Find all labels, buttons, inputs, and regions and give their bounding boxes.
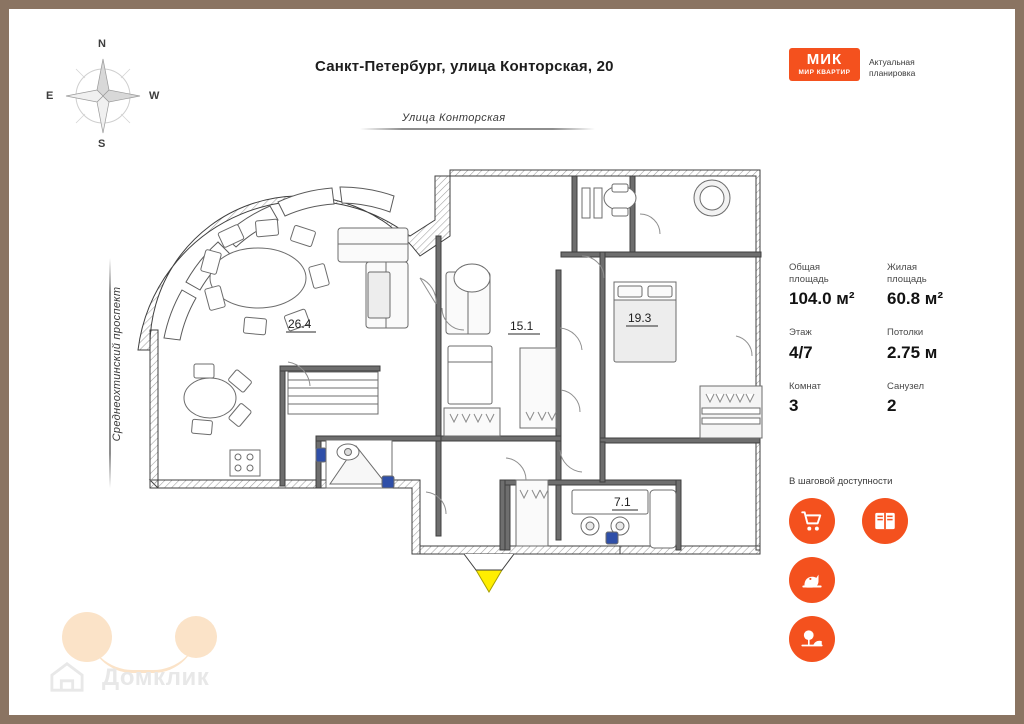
room-area-living: 26.4 xyxy=(288,317,312,331)
page-title: Санкт-Петербург, улица Конторская, 20 xyxy=(315,58,614,75)
logo-caption: Актуальная планировка xyxy=(869,57,916,78)
info-total-area-label-1: Общая xyxy=(789,262,821,273)
floor-plan xyxy=(120,150,780,610)
info-rooms xyxy=(789,381,887,417)
info-bathrooms-value: 2 xyxy=(887,396,897,415)
shopping-cart-icon[interactable] xyxy=(789,498,835,544)
furniture-round-table-left xyxy=(184,364,252,435)
brand-logo-mark: МИК xyxy=(806,51,843,68)
furniture-sofa-living xyxy=(338,228,408,328)
school-icon[interactable] xyxy=(862,498,908,544)
info-total-area-label-2: площадь xyxy=(789,273,829,285)
street-top-text: Улица Конторская xyxy=(402,112,506,124)
amenities-title: В шаговой доступности xyxy=(789,476,893,487)
info-floor xyxy=(789,327,887,363)
info-rooms-value: 3 xyxy=(789,396,799,415)
info-total-area-value: 104.0 м² xyxy=(789,289,855,308)
entrance-triangle-icon xyxy=(476,570,502,592)
room-area-bedroom: 19.3 xyxy=(628,311,652,325)
compass-label-south: S xyxy=(98,138,106,150)
info-floor-value: 4/7 xyxy=(789,342,813,362)
street-left-text: Среднеохтинский проспект xyxy=(111,286,123,442)
kindergarten-icon[interactable] xyxy=(789,557,835,603)
compass-label-north: N xyxy=(98,38,106,50)
compass-rose xyxy=(46,38,161,156)
street-label-left xyxy=(97,258,123,488)
park-icon[interactable] xyxy=(789,616,835,662)
info-bathrooms xyxy=(887,381,979,417)
street-left-line xyxy=(109,258,111,488)
info-floor-label: Этаж xyxy=(789,327,812,338)
info-total-area xyxy=(789,262,887,309)
room-area-middle: 15.1 xyxy=(510,319,534,333)
info-rooms-label: Комнат xyxy=(789,380,822,392)
info-ceiling-label: Потолки xyxy=(887,327,924,338)
watermark xyxy=(40,612,280,692)
furniture-middle-room xyxy=(446,264,492,404)
info-bathrooms-label: Санузел xyxy=(887,380,925,392)
watermark-text: Домклик xyxy=(102,664,210,691)
compass-label-east: E xyxy=(46,90,54,102)
street-label-top xyxy=(360,112,595,132)
info-living-area-label-1: Жилая xyxy=(887,262,918,273)
info-living-area xyxy=(887,262,979,309)
room-area-kitchen: 7.1 xyxy=(614,495,631,509)
bathroom-fixtures-left xyxy=(316,440,394,488)
info-ceiling xyxy=(887,327,979,363)
apartment-info-panel xyxy=(789,262,979,434)
brand-logo-sub: МИР КВАРТИР xyxy=(798,69,851,76)
brand-logo[interactable] xyxy=(789,48,860,81)
compass-label-west: W xyxy=(149,90,160,102)
info-ceiling-value: 2.75 м xyxy=(887,342,938,362)
info-living-area-label-2: площадь xyxy=(887,273,927,285)
amenities-icons xyxy=(789,498,984,675)
furniture-bedroom xyxy=(614,282,762,438)
furniture-top-right xyxy=(582,180,730,218)
street-top-line xyxy=(360,128,595,130)
house-icon xyxy=(48,660,86,694)
info-living-area-value: 60.8 м² xyxy=(887,289,944,308)
